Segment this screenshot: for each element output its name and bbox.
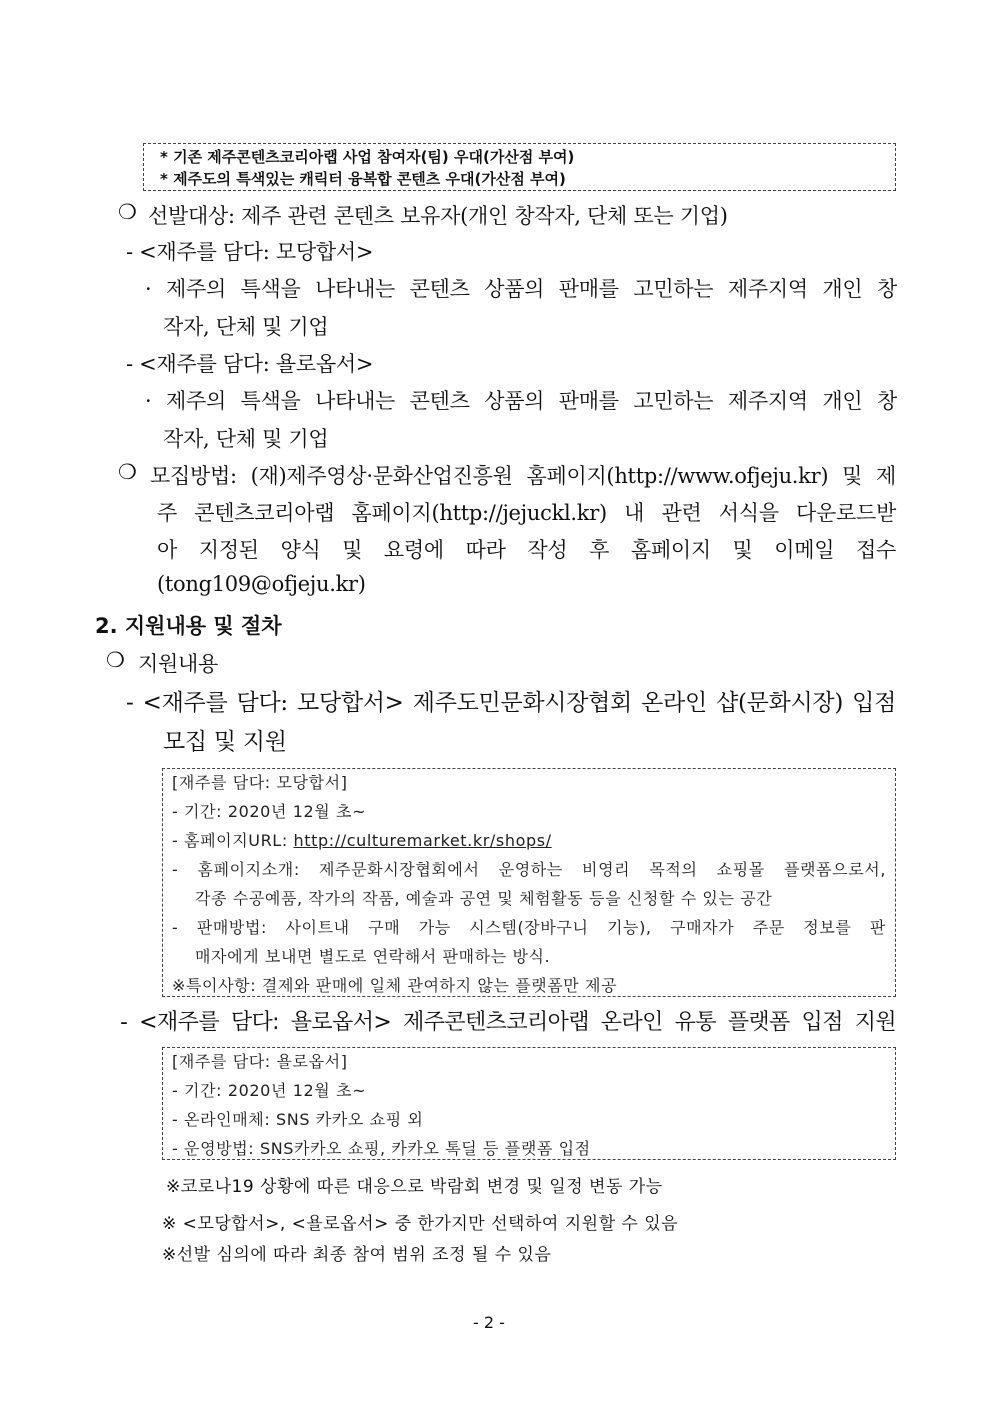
recruit-line-4: (tong109@ofjeju.kr) (157, 572, 366, 596)
support-bullet: ❍ (106, 648, 125, 672)
page-number: - 2 - (473, 1313, 505, 1332)
selection-sub2-heading: - <재주를 담다: 욜로옵서> (126, 352, 374, 376)
modang-line-2: 모집 및 지원 (163, 729, 287, 755)
selection-sub1-line1: · 제주의 특색을 나타내는 콘텐츠 상품의 판매를 고민하는 제주지역 개인 창 (145, 277, 897, 301)
modang-box-intro-2: 각종 수공예품, 작가의 작품, 예술과 공연 및 체험활동 등을 신청할 수 있는 공간 (195, 889, 773, 908)
modang-box-sales-1: - 판매방법: 사이트내 구매 가능 시스템(장바구니 기능), 구매자가 주문 정보를 판 (172, 918, 886, 937)
selection-sub2-line2: 작자, 단체 및 기업 (163, 427, 329, 451)
modang-box-url-row (172, 828, 552, 851)
culturemarket-link[interactable]: http://culturemarket.kr/shops/ (293, 831, 552, 850)
selection-title: 선발대상: 제주 관련 콘텐츠 보유자(개인 창작자, 단체 또는 기업) (148, 204, 728, 228)
note-covid: ※코로나19 상황에 따른 대응으로 박람회 변경 및 일정 변동 가능 (166, 1177, 663, 1197)
yolo-box-title: [재주를 담다: 욜로옵서] (172, 1052, 348, 1071)
modang-box-period: - 기간: 2020년 12월 초~ (172, 802, 367, 821)
selection-sub1-heading: - <재주를 담다: 모당합서> (126, 240, 374, 264)
modang-box-note: ※특이사항: 결제와 판매에 일체 관여하지 않는 플랫폼만 제공 (172, 976, 618, 995)
note-choose-one: ※ <모당합서>, <욜로옵서> 중 한가지만 선택하여 지원할 수 있음 (162, 1214, 679, 1234)
yolo-box-media: - 온라인매체: SNS 카카오 쇼핑 외 (172, 1110, 424, 1129)
selection-sub1-line2: 작자, 단체 및 기업 (163, 315, 329, 339)
note-selection-scope: ※선발 심의에 따라 최종 참여 범위 조정 될 수 있음 (162, 1245, 552, 1265)
modang-box-url-label: - 홈페이지URL: (172, 831, 294, 850)
yolo-box-method: - 운영방법: SNS카카오 쇼핑, 카카오 톡딜 등 플랫폼 입점 (172, 1139, 591, 1158)
yolo-box-period: - 기간: 2020년 12월 초~ (172, 1081, 367, 1100)
modang-line-1: - <재주를 담다: 모당합서> 제주도민문화시장협회 온라인 샵(문화시장) 입점 (126, 690, 896, 716)
recruit-bullet: ❍ (118, 460, 137, 484)
recruit-line-2: 주 콘텐츠코리아랩 홈페이지(http://jejuckl.kr) 내 관련 서식을 다운로드받 (157, 501, 896, 525)
modang-box-sales-2: 매자에게 보내면 별도로 연락해서 판매하는 방식. (195, 947, 551, 966)
selection-bullet: ❍ (118, 200, 137, 224)
section-2-heading: 2. 지원내용 및 절차 (95, 614, 282, 638)
support-subtitle: 지원내용 (138, 652, 218, 676)
notice-line-2: * 제주도의 특색있는 캐릭터 융복합 콘텐츠 우대(가산점 부여) (160, 170, 566, 188)
yolo-line: - <재주를 담다: 욜로옵서> 제주콘텐츠코리아랩 온라인 유통 플랫폼 입점 지원 (120, 1010, 896, 1035)
notice-line-1: * 기존 제주콘텐츠코리아랩 사업 참여자(팀) 우대(가산점 부여) (160, 148, 575, 166)
recruit-line-3: 아 지정된 양식 및 요령에 따라 작성 후 홈페이지 및 이메일 접수 (157, 538, 896, 562)
selection-sub2-line1: · 제주의 특색을 나타내는 콘텐츠 상품의 판매를 고민하는 제주지역 개인 창 (145, 389, 897, 413)
recruit-line-1: 모집방법: (재)제주영상·문화산업진흥원 홈페이지(http://www.ofjeju.kr) 및 제 (150, 464, 896, 488)
modang-box-title: [재주를 담다: 모당합서] (172, 773, 348, 792)
modang-box-intro-1: - 홈페이지소개: 제주문화시장협회에서 운영하는 비영리 목적의 쇼핑몰 플랫폼으로서, (172, 860, 886, 879)
